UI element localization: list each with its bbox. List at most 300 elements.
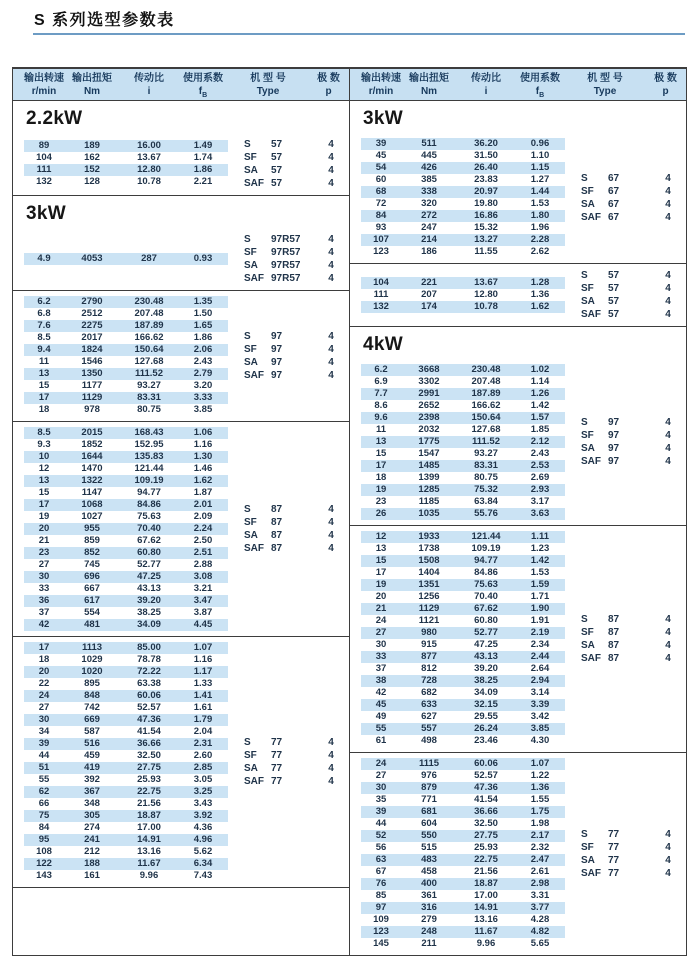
model-line (581, 416, 686, 429)
ratio-cell: 150.64 (134, 344, 164, 355)
torque-cell: 272 (421, 210, 437, 221)
model-size: 87 (608, 653, 620, 664)
model-series: S (244, 331, 251, 342)
torque-cell: 279 (421, 914, 437, 925)
pole-count: 4 (328, 763, 334, 774)
unit-text: p (325, 86, 332, 97)
table-row (24, 786, 228, 798)
fb-cell: 1.80 (530, 210, 550, 221)
fb-cell: 1.15 (530, 162, 550, 173)
rpm-cell: 18 (38, 404, 50, 415)
fb-cell: 4.82 (530, 926, 550, 937)
ratio-cell: 127.68 (134, 356, 164, 367)
model-line (581, 308, 686, 321)
table-row (24, 535, 228, 547)
ratio-cell: 70.40 (474, 591, 498, 602)
table-row (361, 289, 565, 301)
model-line (244, 164, 349, 177)
ratio-cell: 72.22 (137, 666, 161, 677)
model-size: 77 (608, 842, 620, 853)
torque-cell: 128 (84, 176, 100, 187)
model-line (581, 172, 686, 185)
ratio-cell: 75.63 (474, 579, 498, 590)
rpm-cell: 13 (38, 475, 50, 486)
torque-cell: 1350 (81, 368, 103, 379)
fb-cell: 1.16 (193, 439, 213, 450)
ratio-cell: 150.64 (471, 412, 501, 423)
rows-area (24, 427, 228, 631)
ratio-cell: 27.75 (474, 830, 498, 841)
ratio-cell: 80.75 (137, 404, 161, 415)
fb-cell: 1.86 (193, 332, 213, 343)
rpm-cell: 61 (375, 735, 387, 746)
table-row (24, 176, 228, 188)
model-line (581, 269, 686, 282)
pole-count: 4 (665, 627, 671, 638)
ratio-cell: 84.86 (137, 499, 161, 510)
table-row (361, 436, 565, 448)
table-row (361, 222, 565, 234)
rpm-cell: 123 (373, 246, 389, 257)
rpm-cell: 37 (375, 663, 387, 674)
fb-cell: 5.62 (193, 846, 213, 857)
torque-cell: 848 (84, 690, 100, 701)
pole-count: 4 (665, 309, 671, 320)
ratio-cell: 47.36 (137, 714, 161, 725)
model-type-group (565, 416, 686, 468)
model-line (581, 841, 686, 854)
fb-cell: 3.77 (530, 902, 550, 913)
model-series: SF (581, 283, 594, 294)
model-type-group (228, 736, 349, 788)
model-size: 97R57 (271, 273, 301, 284)
rpm-cell: 7.6 (37, 320, 51, 331)
torque-cell: 515 (421, 842, 437, 853)
rpm-cell: 34 (38, 726, 50, 737)
pole-count: 4 (328, 178, 334, 189)
pole-count: 4 (328, 152, 334, 163)
ratio-cell: 23.46 (474, 735, 498, 746)
ratio-cell: 14.91 (137, 834, 161, 845)
rpm-cell: 27 (38, 702, 50, 713)
pole-count: 4 (328, 273, 334, 284)
model-series: SAF (244, 273, 264, 284)
ratio-cell: 187.89 (471, 388, 501, 399)
fb-cell: 1.17 (193, 666, 213, 677)
table-row (361, 484, 565, 496)
model-size: 87 (271, 543, 283, 554)
rpm-cell: 17 (38, 392, 50, 403)
fb-cell: 1.41 (193, 690, 213, 701)
fb-cell: 2.98 (530, 878, 550, 889)
torque-cell: 1035 (418, 508, 440, 519)
ratio-cell: 36.20 (474, 138, 498, 149)
table-row (24, 714, 228, 726)
ratio-cell: 16.86 (474, 210, 498, 221)
torque-cell: 392 (84, 774, 100, 785)
table-row (24, 726, 228, 738)
ratio-cell: 22.75 (474, 854, 498, 865)
rpm-cell: 39 (375, 806, 387, 817)
ratio-cell: 11.67 (137, 858, 161, 869)
torque-cell: 667 (84, 583, 100, 594)
model-size: 57 (271, 139, 283, 150)
rpm-cell: 20 (38, 666, 50, 677)
rpm-cell: 93 (375, 222, 387, 233)
rows-area (361, 531, 565, 747)
rpm-cell: 9.3 (37, 439, 51, 450)
torque-cell: 367 (84, 786, 100, 797)
fb-cell: 1.44 (530, 186, 550, 197)
torque-cell: 1485 (418, 460, 440, 471)
torque-cell: 1644 (81, 451, 103, 462)
torque-cell: 1775 (418, 436, 440, 447)
model-line (244, 736, 349, 749)
table-row (24, 140, 228, 152)
torque-cell: 980 (421, 627, 437, 638)
model-series: S (581, 614, 588, 625)
fb-cell: 5.65 (530, 938, 550, 949)
ratio-cell: 111.52 (471, 436, 500, 447)
torque-cell: 241 (84, 834, 100, 845)
model-size: 97 (271, 331, 283, 342)
col-header-2: 传动比 (134, 73, 164, 84)
pole-count: 4 (328, 776, 334, 787)
ratio-cell: 94.77 (474, 555, 498, 566)
rpm-cell: 109 (373, 914, 389, 925)
rpm-cell: 10 (38, 451, 50, 462)
col-unit-4 (565, 85, 645, 98)
model-line (244, 272, 349, 285)
fb-cell: 2.31 (193, 738, 213, 749)
model-size: 87 (608, 614, 620, 625)
table-row (361, 794, 565, 806)
rpm-cell: 6.2 (374, 364, 388, 375)
torque-cell: 1933 (418, 531, 440, 542)
pole-count: 4 (328, 737, 334, 748)
fb-cell: 3.63 (530, 508, 550, 519)
page-title: S 系列选型参数表 (34, 12, 175, 29)
pole-count: 4 (328, 234, 334, 245)
fb-cell: 2.34 (530, 639, 550, 650)
fb-cell: 1.86 (193, 164, 213, 175)
rpm-cell: 36 (38, 595, 50, 606)
torque-cell: 1404 (418, 567, 440, 578)
fb-cell: 2.17 (530, 830, 550, 841)
ratio-cell: 187.89 (134, 320, 164, 331)
fb-cell: 1.11 (531, 531, 549, 542)
torque-cell: 2275 (81, 320, 103, 331)
ratio-cell: 21.56 (474, 866, 498, 877)
fb-cell: 1.07 (193, 642, 213, 653)
model-size: 97 (608, 443, 620, 454)
rpm-cell: 132 (36, 176, 52, 187)
rpm-cell: 37 (38, 607, 50, 618)
ratio-cell: 121.44 (471, 531, 501, 542)
fb-cell: 1.14 (530, 376, 550, 387)
table-row (24, 774, 228, 786)
fb-cell: 2.60 (193, 750, 213, 761)
rows-area (361, 364, 565, 520)
ratio-cell: 207.48 (134, 308, 164, 319)
rpm-cell: 4.9 (37, 253, 51, 264)
rpm-cell: 22 (38, 678, 50, 689)
table-row (24, 392, 228, 404)
rpm-cell: 12 (38, 463, 50, 474)
fb-cell: 1.65 (193, 320, 213, 331)
model-line (244, 233, 349, 246)
rpm-cell: 108 (36, 846, 52, 857)
fb-cell: 2.69 (530, 472, 550, 483)
model-line (581, 198, 686, 211)
model-series: SA (581, 640, 595, 651)
torque-cell: 305 (84, 810, 100, 821)
ratio-cell: 93.27 (137, 380, 161, 391)
col-header-4: 机 型 号 (587, 73, 623, 84)
rpm-cell: 132 (373, 301, 389, 312)
torque-cell: 247 (421, 222, 437, 233)
table-row (24, 607, 228, 619)
rpm-cell: 17 (38, 642, 50, 653)
rpm-cell: 97 (375, 902, 387, 913)
ratio-cell: 21.56 (137, 798, 161, 809)
rpm-cell: 85 (375, 890, 387, 901)
torque-cell: 1185 (418, 496, 440, 507)
table-row (24, 654, 228, 666)
table-row (361, 675, 565, 687)
fb-cell: 3.39 (530, 699, 550, 710)
ratio-cell: 18.87 (137, 810, 161, 821)
rpm-cell: 23 (375, 496, 387, 507)
pole-count: 4 (665, 456, 671, 467)
ratio-cell: 166.62 (134, 332, 164, 343)
parameter-block (350, 753, 686, 955)
ratio-cell: 47.36 (474, 782, 498, 793)
table-row (361, 627, 565, 639)
model-series: SAF (581, 456, 601, 467)
unit-subscript: B (539, 92, 545, 99)
fb-cell: 1.22 (530, 770, 550, 781)
model-series: S (581, 173, 588, 184)
ratio-cell: 127.68 (471, 424, 501, 435)
model-series: SF (244, 344, 257, 355)
model-series: SAF (244, 543, 264, 554)
model-series: SAF (581, 212, 601, 223)
torque-cell: 1121 (418, 615, 440, 626)
unit-text: f (535, 86, 540, 97)
pole-count: 4 (328, 260, 334, 271)
rpm-cell: 15 (375, 555, 387, 566)
unit-text: i (484, 86, 488, 97)
fb-cell: 1.28 (530, 277, 550, 288)
pole-count: 4 (665, 653, 671, 664)
table-row (361, 567, 565, 579)
fb-cell: 2.19 (530, 627, 550, 638)
torque-cell: 604 (421, 818, 437, 829)
model-series: SAF (244, 370, 264, 381)
table-row (361, 914, 565, 926)
model-size: 57 (608, 309, 620, 320)
model-size: 67 (608, 199, 620, 210)
table-row (361, 603, 565, 615)
table-row (361, 174, 565, 186)
fb-cell: 1.16 (193, 654, 213, 665)
fb-cell: 2.88 (193, 559, 213, 570)
fb-cell: 1.50 (193, 308, 213, 319)
ratio-cell: 9.96 (476, 938, 496, 949)
pole-count: 4 (665, 443, 671, 454)
fb-cell: 1.59 (530, 579, 550, 590)
fb-cell: 1.75 (530, 806, 550, 817)
torque-cell: 728 (421, 675, 437, 686)
model-size: 97 (608, 456, 620, 467)
torque-cell: 1129 (418, 603, 440, 614)
table-row (361, 472, 565, 484)
rpm-cell: 13 (375, 543, 387, 554)
fb-cell: 1.55 (530, 794, 550, 805)
fb-cell: 2.06 (193, 344, 213, 355)
torque-cell: 1738 (418, 543, 440, 554)
ratio-cell: 60.06 (137, 690, 161, 701)
torque-cell: 1027 (81, 511, 103, 522)
model-type-group (228, 503, 349, 555)
model-series: S (581, 270, 588, 281)
ratio-cell: 207.48 (471, 376, 501, 387)
power-section-title: 4kW (363, 334, 403, 355)
rpm-cell: 8.6 (374, 400, 388, 411)
table-row (361, 364, 565, 376)
rpm-cell: 44 (38, 750, 50, 761)
model-type-group (228, 138, 349, 190)
pole-count: 4 (328, 165, 334, 176)
rpm-cell: 21 (375, 603, 387, 614)
fb-cell: 1.49 (193, 140, 213, 151)
rpm-cell: 42 (375, 687, 387, 698)
model-series: SAF (244, 178, 264, 189)
model-line (581, 639, 686, 652)
table-row (361, 663, 565, 675)
torque-cell: 1029 (81, 654, 103, 665)
table-row (24, 810, 228, 822)
fb-cell: 3.20 (193, 380, 213, 391)
parameter-block (350, 526, 686, 753)
rpm-cell: 33 (375, 651, 387, 662)
ratio-cell: 32.50 (137, 750, 161, 761)
fb-cell: 3.85 (193, 404, 213, 415)
rpm-cell: 6.8 (37, 308, 51, 319)
table-row (24, 750, 228, 762)
table-row (24, 499, 228, 511)
col-unit-1 (401, 85, 457, 98)
fb-cell: 1.36 (530, 289, 550, 300)
pole-count: 4 (665, 842, 671, 853)
model-series: SA (581, 443, 595, 454)
torque-cell: 2398 (418, 412, 440, 423)
table-row (361, 460, 565, 472)
rpm-cell: 38 (375, 675, 387, 686)
rpm-cell: 30 (38, 714, 50, 725)
rpm-cell: 17 (375, 460, 387, 471)
fb-cell: 7.43 (193, 870, 213, 881)
table-row (361, 782, 565, 794)
table-row (24, 666, 228, 678)
torque-cell: 316 (421, 902, 437, 913)
model-line (244, 330, 349, 343)
unit-text: i (147, 86, 151, 97)
torque-cell: 2017 (81, 332, 103, 343)
torque-cell: 2652 (418, 400, 440, 411)
ratio-cell: 18.87 (474, 878, 498, 889)
table-row (24, 356, 228, 368)
torque-cell: 2512 (81, 308, 103, 319)
model-size: 77 (608, 868, 620, 879)
ratio-cell: 13.16 (474, 914, 498, 925)
torque-cell: 400 (421, 878, 437, 889)
fb-cell: 4.30 (530, 735, 550, 746)
torque-cell: 458 (421, 866, 437, 877)
rpm-cell: 15 (38, 487, 50, 498)
table-row (24, 427, 228, 439)
torque-cell: 1068 (81, 499, 103, 510)
fb-cell: 1.42 (530, 400, 550, 411)
torque-cell: 550 (421, 830, 437, 841)
model-size: 97 (271, 357, 283, 368)
table-row (361, 723, 565, 735)
torque-cell: 1147 (81, 487, 103, 498)
rpm-cell: 19 (375, 484, 387, 495)
model-size: 77 (271, 776, 283, 787)
model-type-group (565, 269, 686, 321)
torque-cell: 274 (84, 822, 100, 833)
model-size: 97R57 (271, 247, 301, 258)
model-series: SAF (581, 868, 601, 879)
table-row (361, 301, 565, 313)
rpm-cell: 123 (373, 926, 389, 937)
model-line (581, 613, 686, 626)
model-series: SA (244, 260, 258, 271)
rpm-cell: 62 (38, 786, 50, 797)
right-column (350, 69, 687, 955)
torque-cell: 976 (421, 770, 437, 781)
power-section-title: 3kW (26, 203, 66, 224)
ratio-cell: 135.83 (134, 451, 164, 462)
fb-cell: 2.50 (193, 535, 213, 546)
pole-count: 4 (328, 517, 334, 528)
model-series: SA (244, 530, 258, 541)
fb-cell: 3.92 (193, 810, 213, 821)
ratio-cell: 12.80 (474, 289, 498, 300)
rpm-cell: 56 (375, 842, 387, 853)
torque-cell: 812 (421, 663, 437, 674)
rpm-cell: 9.6 (374, 412, 388, 423)
fb-cell: 1.74 (193, 152, 213, 163)
col-header-0: 输出转速 (24, 73, 64, 84)
ratio-cell: 75.32 (474, 484, 498, 495)
fb-cell: 1.98 (530, 818, 550, 829)
model-line (581, 652, 686, 665)
table-row (24, 308, 228, 320)
fb-cell: 2.12 (530, 436, 550, 447)
table-row (361, 854, 565, 866)
table-row (361, 150, 565, 162)
table-row (24, 762, 228, 774)
rpm-cell: 51 (38, 762, 50, 773)
ratio-cell: 11.55 (474, 246, 498, 257)
torque-cell: 214 (421, 234, 437, 245)
rows-area (24, 140, 228, 188)
ratio-cell: 36.66 (474, 806, 498, 817)
rpm-cell: 35 (375, 794, 387, 805)
